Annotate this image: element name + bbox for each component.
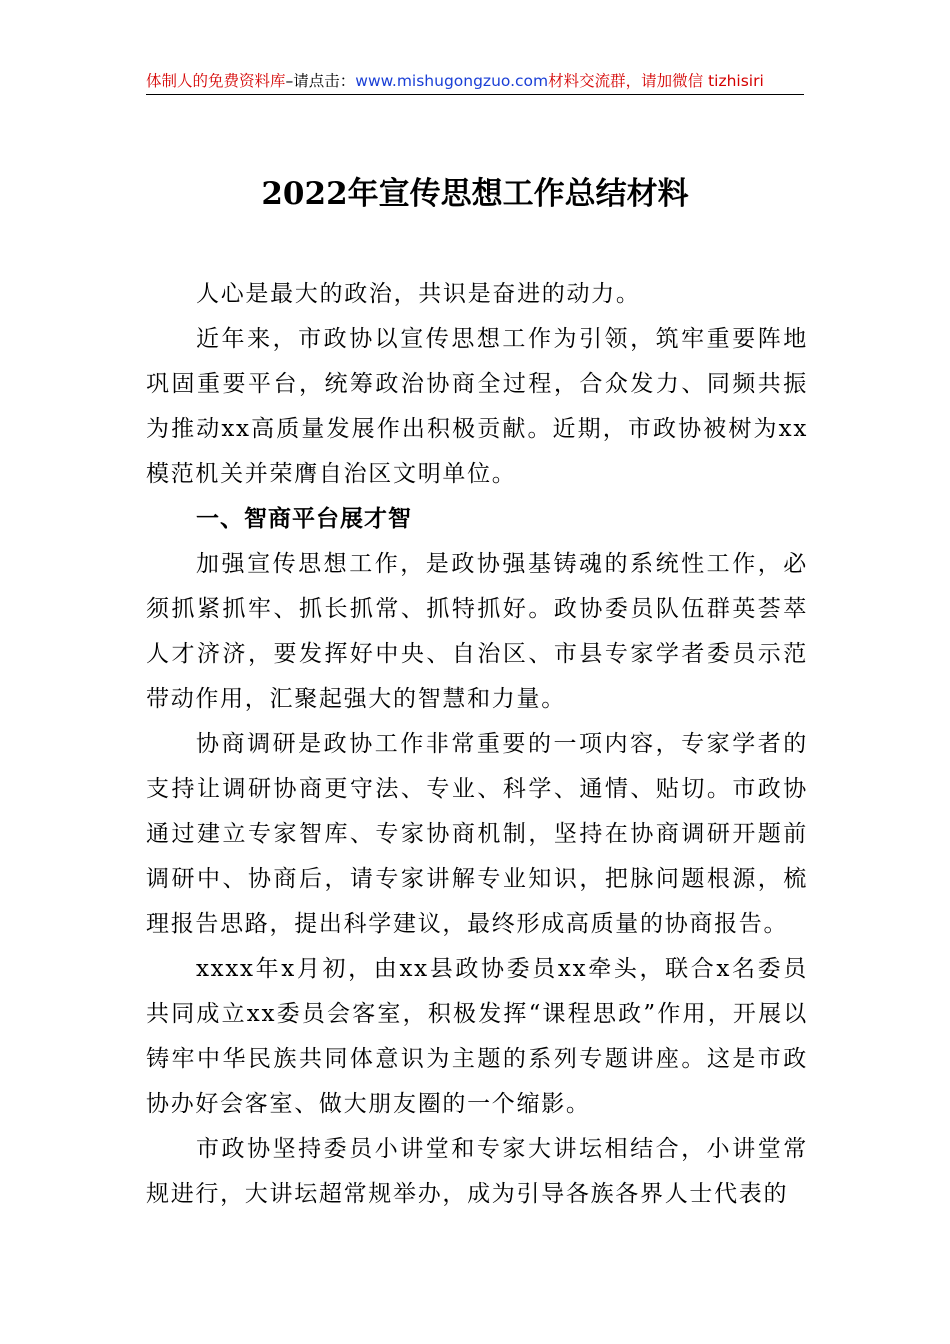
body-paragraph: 协商调研是政协工作非常重要的一项内容，专家学者的支持让调研协商更守法、专业、科学、通情、贴切。市政协通过建立专家智库、专家协商机制，坚持在协商调研开题前调研中、协商后，请专家讲解专业知识，把脉问题根源，梳理报告思路，提出科学建议，最终形成高质量的协商报告。 [146,731,808,937]
intro-paragraph: 人心是最大的政治，共识是奋进的动力。 [196,281,641,307]
body-paragraph: xxxx年x月初，由xx县政协委员xx牵头，联合x名委员共同成立xx委员会客室，积极发挥“课程思政”作用，开展以铸牢中华民族共同体意识为主题的系列专题讲座。这是市政协办好会客室、做大朋友圈的一个缩影。 [146,956,808,1117]
body-paragraph: 市政协坚持委员小讲堂和专家大讲坛相结合，小讲堂常规进行，大讲坛超常规举办，成为引导各族各界人士代表的 [146,1136,808,1207]
document-body [146,272,808,1217]
body-paragraph: 加强宣传思想工作，是政协强基铸魂的系统性工作，必须抓紧抓牢、抓长抓常、抓特抓好。政协委员队伍群英荟萃人才济济，要发挥好中央、自治区、市县专家学者委员示范带动作用，汇聚起强大的智慧和力量。 [146,551,808,712]
click-prompt: –请点击： [285,72,356,90]
section-heading: 一、智商平台展才智 [196,506,412,532]
site-link[interactable]: www.mishugongzuo.com [355,72,549,90]
site-name: 体制人的免费资料库 [146,72,286,90]
overview-paragraph: 近年来，市政协以宣传思想工作为引领，筑牢重要阵地巩固重要平台，统筹政治协商全过程，合众发力、同频共振为推动xx高质量发展作出积极贡献。近期，市政协被树为xx模范机关并荣膺自治区文明单位。 [146,326,808,487]
document-title: 2022年宣传思想工作总结材料 [261,176,689,212]
header-banner [146,68,804,95]
contact-note: 材料交流群，请加微信 tizhisiri [548,72,764,90]
